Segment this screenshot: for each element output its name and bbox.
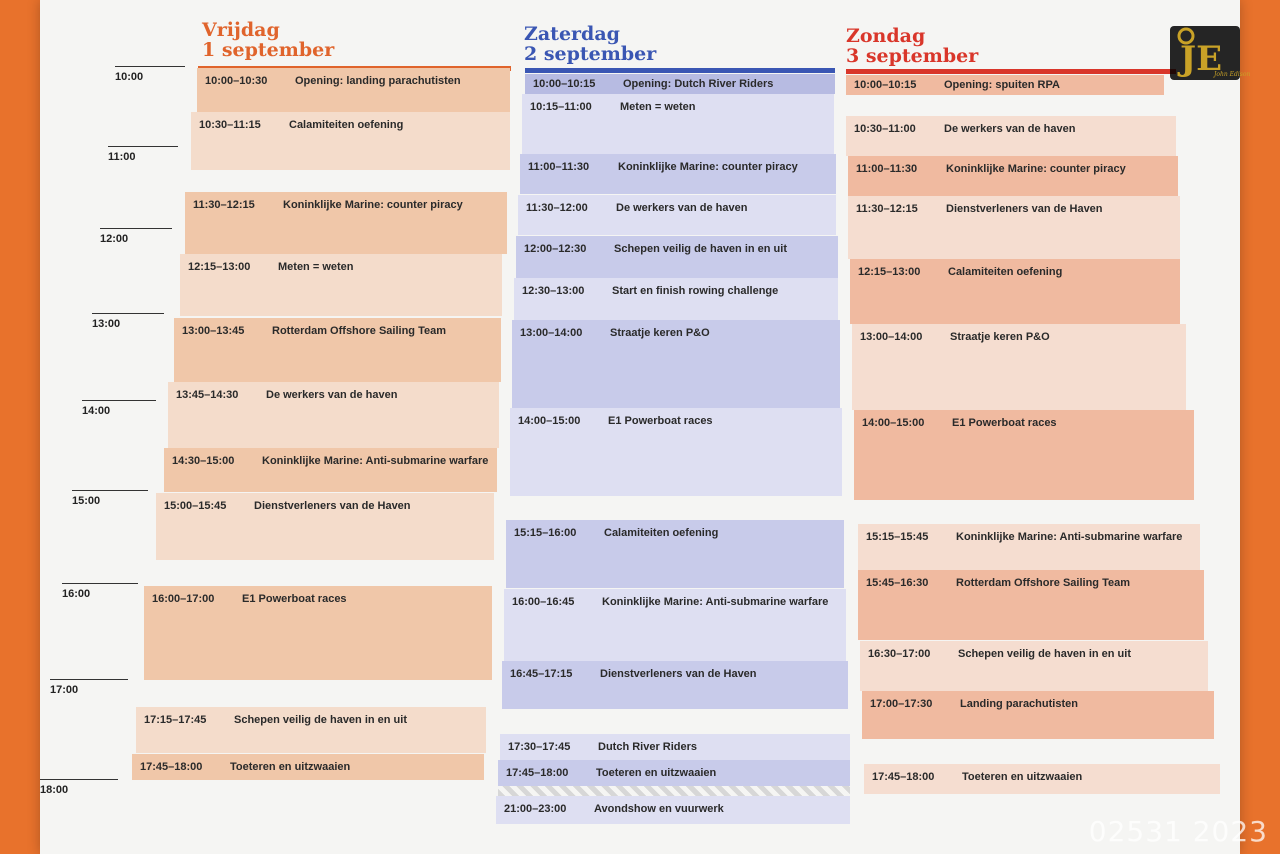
hour-tick-line xyxy=(72,490,148,491)
schedule-board xyxy=(40,0,1240,854)
sunday-event-7: 15:15–15:45 Koninklijke Marine: Anti-submarine warfare xyxy=(858,524,1200,570)
friday-event-3: 12:15–13:00 Meten = weten xyxy=(180,254,502,316)
hour-tick-line xyxy=(62,583,138,584)
sunday-bar xyxy=(846,69,1176,74)
hour-tick-line xyxy=(100,228,172,229)
hour-tick-line xyxy=(108,146,178,147)
friday-title xyxy=(202,20,334,60)
saturday-title xyxy=(524,24,656,64)
sunday-event-9: 16:30–17:00 Schepen veilig de haven in en uit xyxy=(860,641,1208,691)
hour-tick-line xyxy=(92,313,164,314)
friday-event-2: 11:30–12:15 Koninklijke Marine: counter piracy xyxy=(185,192,507,254)
sunday-event-8: 15:45–16:30 Rotterdam Offshore Sailing Team xyxy=(858,570,1204,640)
saturday-event-0: 10:00–10:15 Opening: Dutch River Riders xyxy=(525,74,835,94)
hour-label: 12:00 xyxy=(100,233,129,245)
hour-label: 10:00 xyxy=(115,71,144,83)
saturday-name: Zaterdag xyxy=(524,23,620,45)
svg-text:JE: JE xyxy=(1180,39,1223,79)
friday-event-6: 14:30–15:00 Koninklijke Marine: Anti-submarine warfare xyxy=(164,448,497,492)
saturday-event-10: 16:45–17:15 Dienstverleners van de Haven xyxy=(502,661,848,709)
hour-label: 18:00 xyxy=(40,784,69,796)
saturday-event-8: 15:15–16:00 Calamiteiten oefening xyxy=(506,520,844,588)
friday-name: Vrijdag xyxy=(202,19,280,41)
friday-event-8: 16:00–17:00 E1 Powerboat races xyxy=(144,586,492,680)
sunday-event-3: 11:30–12:15 Dienstverleners van de Haven xyxy=(848,196,1180,259)
sunday-event-2: 11:00–11:30 Koninklijke Marine: counter piracy xyxy=(848,156,1178,196)
saturday-event-13: 21:00–23:00 Avondshow en vuurwerk xyxy=(496,796,850,824)
sunday-name: Zondag xyxy=(846,25,926,47)
saturday-hatch-divider xyxy=(498,786,850,796)
hour-label: 17:00 xyxy=(50,684,79,696)
svg-text:John Edison: John Edison xyxy=(1214,71,1251,78)
saturday-event-1: 10:15–11:00 Meten = weten xyxy=(522,94,834,154)
sunday-event-5: 13:00–14:00 Straatje keren P&O xyxy=(852,324,1186,410)
sunday-date: 3 september xyxy=(846,45,979,67)
saturday-event-7: 14:00–15:00 E1 Powerboat races xyxy=(510,408,842,496)
sunday-event-11: 17:45–18:00 Toeteren en uitzwaaien xyxy=(864,764,1220,794)
saturday-event-9: 16:00–16:45 Koninklijke Marine: Anti-submarine warfare xyxy=(504,589,846,661)
friday-date: 1 september xyxy=(202,39,335,61)
saturday-event-3: 11:30–12:00 De werkers van de haven xyxy=(518,195,836,235)
hour-tick-line xyxy=(82,400,156,401)
hour-label: 13:00 xyxy=(92,318,121,330)
hour-label: 15:00 xyxy=(72,495,101,507)
hour-label: 16:00 xyxy=(62,588,91,600)
hour-tick-line xyxy=(50,679,128,680)
saturday-event-4: 12:00–12:30 Schepen veilig de haven in en uit xyxy=(516,236,838,278)
sunday-event-4: 12:15–13:00 Calamiteiten oefening xyxy=(850,259,1180,324)
hour-tick-line xyxy=(40,779,118,780)
saturday-bar xyxy=(525,68,835,73)
friday-event-1: 10:30–11:15 Calamiteiten oefening xyxy=(191,112,510,170)
saturday-event-5: 12:30–13:00 Start en finish rowing challenge xyxy=(514,278,838,320)
watermark-date: 02531 2023 xyxy=(1088,815,1268,848)
sunday-title xyxy=(846,26,978,66)
hour-label: 14:00 xyxy=(82,405,111,417)
saturday-event-12: 17:45–18:00 Toeteren en uitzwaaien xyxy=(498,760,850,786)
sunday-event-10: 17:00–17:30 Landing parachutisten xyxy=(862,691,1214,739)
camera-logo xyxy=(1158,20,1254,88)
hour-label: 11:00 xyxy=(108,151,136,163)
friday-event-7: 15:00–15:45 Dienstverleners van de Haven xyxy=(156,493,494,560)
friday-event-5: 13:45–14:30 De werkers van de haven xyxy=(168,382,499,448)
friday-event-9: 17:15–17:45 Schepen veilig de haven in en uit xyxy=(136,707,486,753)
camera-logo-icon xyxy=(1158,20,1254,88)
sunday-event-6: 14:00–15:00 E1 Powerboat races xyxy=(854,410,1194,500)
saturday-event-2: 11:00–11:30 Koninklijke Marine: counter piracy xyxy=(520,154,836,194)
sunday-event-1: 10:30–11:00 De werkers van de haven xyxy=(846,116,1176,156)
saturday-event-11: 17:30–17:45 Dutch River Riders xyxy=(500,734,850,760)
saturday-date: 2 september xyxy=(524,43,657,65)
friday-event-0: 10:00–10:30 Opening: landing parachutisten xyxy=(197,68,510,112)
saturday-event-6: 13:00–14:00 Straatje keren P&O xyxy=(512,320,840,408)
sunday-event-0: 10:00–10:15 Opening: spuiten RPA xyxy=(846,75,1164,95)
hour-tick-line xyxy=(115,66,185,67)
friday-event-4: 13:00–13:45 Rotterdam Offshore Sailing Team xyxy=(174,318,501,382)
friday-event-10: 17:45–18:00 Toeteren en uitzwaaien xyxy=(132,754,484,780)
